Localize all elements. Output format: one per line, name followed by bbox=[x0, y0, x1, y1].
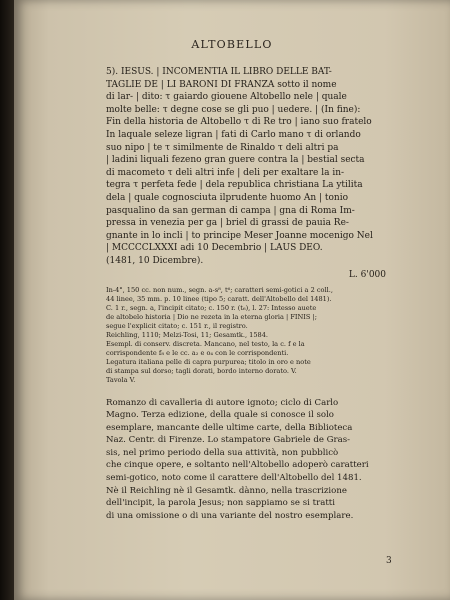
entry-title-block bbox=[106, 66, 386, 268]
book-page bbox=[14, 0, 450, 600]
commentary-line: Magno. Terza edizione, della quale si conosce il solo bbox=[106, 410, 334, 421]
page-number: 3 bbox=[386, 556, 392, 566]
entry-title-line: | ladini liquali fezeno gran guere contra la | bestial secta bbox=[106, 155, 365, 166]
running-head: ALTOBELLO bbox=[191, 38, 273, 51]
entry-title-line: pasqualino da san german di campa | gna di Roma Im- bbox=[106, 205, 355, 216]
commentary-line: Naz. Centr. di Firenze. Lo stampatore Gabriele de Gras- bbox=[106, 435, 351, 446]
collation-line: Reichling, 1110; Melzi-Tosi, 11; Gesamtk., 1584. bbox=[106, 330, 269, 339]
entry-title-line: suo nipo | te τ similmente de Rinaldo τ deli altri pa bbox=[106, 142, 339, 153]
collation-line: Tavola V. bbox=[106, 375, 136, 384]
commentary-line: Nè il Reichling nè il Gesamtk. dànno, nella trascrizione bbox=[106, 485, 347, 496]
entry-title-line: gnante in lo incli | to principe Meser Joanne mocenigo Nel bbox=[106, 230, 373, 241]
entry-title-line: TAGLIE DE | LI BARONI DI FRANZA sotto il nome bbox=[106, 79, 337, 90]
collation-line: de altobelo historia | Dio ne rezeta in la eterna gloria | FINIS |; bbox=[106, 312, 317, 321]
entry-title-line: | MCCCCLXXXI adi 10 Decembrio | LAUS DEO. bbox=[106, 243, 323, 254]
entry-title-line: tegra τ perfeta fede | dela republica christiana La ytilita bbox=[106, 180, 363, 191]
commentary-line: dell'incipit, la parola Jesus; non sappiamo se si tratti bbox=[106, 498, 335, 509]
collation-line: C. 1 r., segn. a, l'incipit citato; c. 150 r. (t₆), l. 27: Intesso auete bbox=[106, 303, 317, 312]
entry-title-line: Fin della historia de Altobello τ di Re tro | iano suo fratelo bbox=[106, 117, 372, 128]
entry-title-line: 5). IESUS. | INCOMENTIA IL LIBRO DELLE BAT- bbox=[106, 67, 332, 77]
collation-line: 44 linee, 35 mm. p. 10 linee (tipo 5; caratt. dell'Altobello del 1481). bbox=[106, 294, 332, 303]
commentary-line: sis, nel primo periodo della sua attività, non pubblicò bbox=[106, 447, 339, 458]
book-spine-shadow bbox=[0, 0, 14, 600]
commentary-line: esemplare, mancante delle ultime carte, della Biblioteca bbox=[106, 422, 353, 433]
entry-title-line: di lar- | dito: τ gaiardo giouene Altobello nele | quale bbox=[106, 92, 347, 103]
collation-line: di stampa sul dorso; tagli dorati, bordo interno dorato. V. bbox=[106, 366, 297, 375]
entry-title-line: pressa in venezia per ga | briel di grassi de pauia Re- bbox=[106, 218, 349, 229]
collation-line: corrispondente f₈ e le cc. a₂ e o₄ con le corrispondenti. bbox=[106, 348, 289, 357]
commentary-block bbox=[106, 397, 386, 523]
commentary-line: Romanzo di cavalleria di autore ignoto; ciclo di Carlo bbox=[106, 397, 339, 408]
collation-line: Legatura italiana pelle di capra purpurea; titolo in oro e note bbox=[106, 357, 311, 366]
commentary-line: di una omissione o di una variante del nostro esemplare. bbox=[106, 510, 354, 521]
price: L. 6'000 bbox=[348, 269, 386, 280]
entry-title-line: (1481, 10 Dicembre). bbox=[106, 255, 204, 266]
entry-title-line: di macometo τ deli altri infe | deli per exaltare la in- bbox=[106, 167, 345, 178]
entry-title-line: In laquale seleze ligran | fati di Carlo mano τ di orlando bbox=[106, 129, 361, 140]
collation-block bbox=[106, 286, 386, 385]
commentary-line: che cinque opere, e soltanto nell'Altobello adoperò caratteri bbox=[106, 460, 369, 471]
collation-line: Esempl. di conserv. discreta. Mancano, nel testo, la c. f e la bbox=[106, 339, 305, 348]
entry-title-line: molte belle: τ degne cose se gli puo | uedere. | (In fine): bbox=[106, 104, 361, 115]
commentary-line: semi-gotico, noto come il carattere dell'Altobello del 1481. bbox=[106, 473, 362, 484]
entry-title-line: dela | quale cognosciuta ilprudente huomo An | tonio bbox=[106, 192, 348, 203]
collation-line: In-4°, 150 cc. non num., segn. a-s⁸, t⁶; caratteri semi-gotici a 2 coll., bbox=[106, 285, 333, 294]
collation-line: segue l'explicit citato; c. 151 r., il registro. bbox=[106, 321, 248, 330]
catalogue-entry bbox=[106, 66, 386, 522]
